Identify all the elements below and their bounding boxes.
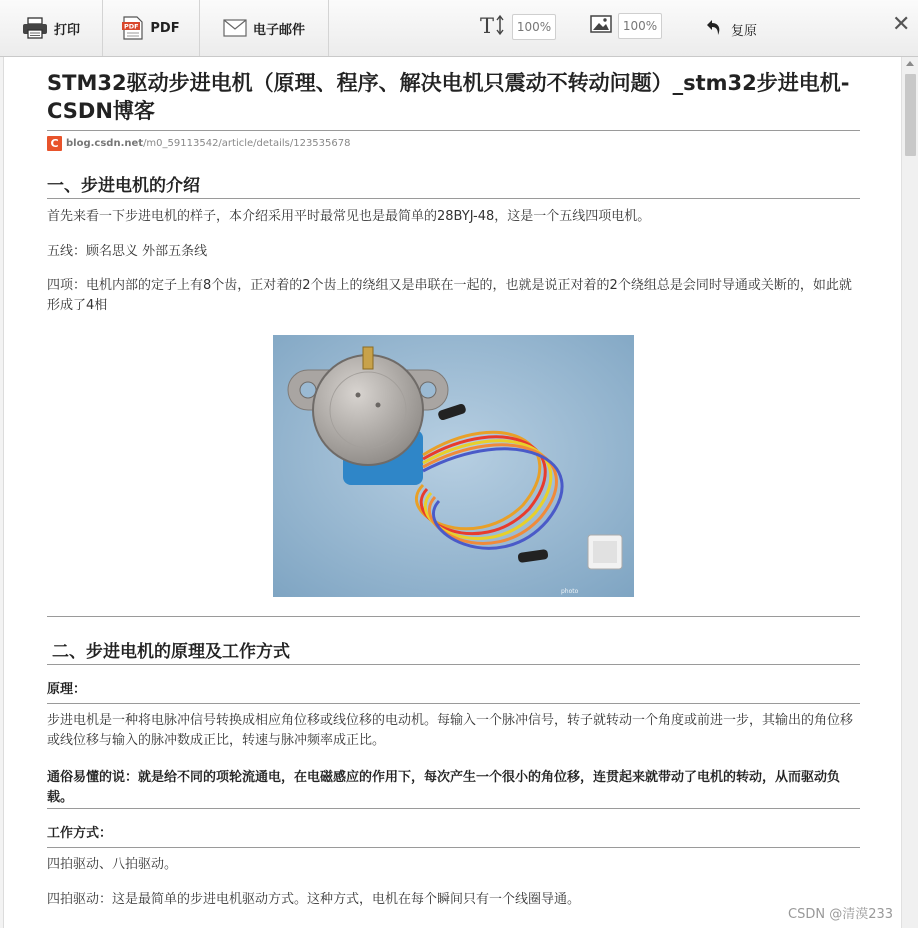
source-link[interactable]	[47, 136, 350, 151]
subheading-principle: 原理：	[47, 682, 87, 697]
document-page	[3, 57, 902, 928]
paragraph: 五线：顾名思义 外部五条线	[47, 244, 208, 259]
divider	[47, 616, 860, 617]
divider	[47, 703, 860, 704]
divider	[47, 198, 860, 199]
source-domain: blog.csdn.net	[66, 138, 144, 149]
scroll-thumb[interactable]	[905, 74, 916, 156]
source-path: /m0_59113542/article/details/123535678	[143, 138, 351, 149]
divider	[47, 847, 860, 848]
section-heading-principle: 二、步进电机的原理及工作方式	[52, 642, 290, 662]
font-size-input[interactable]: 100%	[512, 14, 556, 40]
paragraph-bold: 通俗易懂的说：就是给不同的项轮流通电，在电磁感应的作用下，每次产生一个很小的角位移，连贯起来就带动了电机的转动，从而驱动负载。	[47, 770, 841, 805]
envelope-icon	[223, 19, 247, 37]
stepper-motor-photo	[273, 335, 634, 597]
section-heading-intro: 一、步进电机的介绍	[47, 176, 200, 196]
image-size-input[interactable]: 100%	[618, 13, 662, 39]
scroll-up-arrow-icon[interactable]	[906, 61, 914, 66]
csdn-icon: C	[47, 136, 62, 151]
pdf-button[interactable]	[103, 0, 200, 56]
divider	[47, 130, 860, 131]
print-label: 打印	[53, 22, 80, 38]
font-size-control	[480, 13, 556, 41]
undo-icon	[705, 18, 723, 40]
image-icon[interactable]	[590, 14, 612, 38]
email-label: 电子邮件	[252, 22, 305, 38]
subheading-work-mode: 工作方式：	[47, 826, 113, 841]
divider	[47, 664, 860, 665]
vertical-scrollbar[interactable]	[901, 57, 918, 928]
printer-icon	[22, 17, 48, 39]
restore-button[interactable]	[705, 18, 757, 40]
pdf-icon	[122, 16, 144, 40]
toolbar	[0, 0, 918, 57]
svg-text:T: T	[480, 14, 495, 37]
article-title: STM32驱动步进电机（原理、程序、解决电机只震动不转动问题）_stm32步进电机-CSDN博客	[47, 71, 850, 123]
paragraph: 步进电机是一种将电脉冲信号转换成相应角位移或线位移的电动机。每输入一个脉冲信号，转子就转动一个角度或前进一步，其输出的角位移或线位移与输入的脉冲数成正比，转速与脉冲频率成正比。	[47, 713, 854, 748]
paragraph: 四拍驱动、八拍驱动。	[47, 857, 178, 872]
paragraph: 首先来看一下步进电机的样子，本介绍采用平时最常见也是最简单的28BYJ-48，这是一个五线四项电机。	[47, 209, 651, 224]
print-button[interactable]	[0, 0, 103, 56]
restore-label: 复原	[731, 23, 758, 39]
paragraph: 四项：电机内部的定子上有8个齿，正对着的2个齿上的绕组又是串联在一起的，也就是说正对着的2个绕组总是会同时导通或关断的，如此就形成了4相	[47, 278, 852, 313]
pdf-label: PDF	[150, 20, 180, 36]
svg-text:PDF: PDF	[124, 22, 139, 31]
text-size-icon[interactable]	[480, 13, 506, 41]
csdn-watermark: CSDN @清漠233	[788, 907, 894, 922]
close-icon[interactable]: ✕	[892, 12, 911, 37]
email-button[interactable]	[200, 0, 329, 56]
image-size-control	[590, 13, 662, 39]
paragraph: 四拍驱动：这是最简单的步进电机驱动方式。这种方式，电机在每个瞬间只有一个线圈导通。	[47, 892, 581, 907]
divider	[47, 808, 860, 809]
svg-text:photo: photo	[561, 588, 579, 595]
